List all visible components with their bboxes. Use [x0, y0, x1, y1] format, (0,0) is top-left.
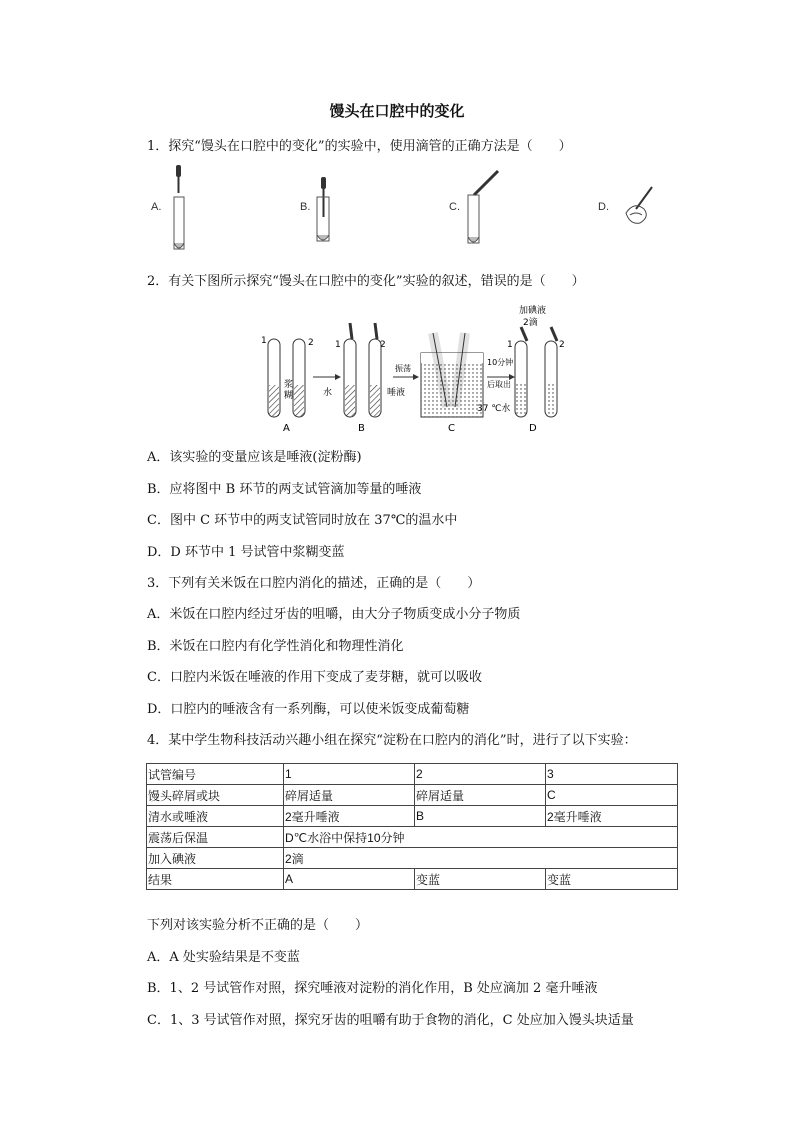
table-cell: C: [546, 785, 678, 806]
q4-stem: 4．某中学生物科技活动兴趣小组在探究“淀粉在口腔内的消化”时，进行了以下实验：: [147, 733, 637, 748]
q1-stem: 1．探究“馒头在口腔中的变化”的实验中，使用滴管的正确方法是（ ）: [147, 139, 572, 154]
table-cell: 2滴: [284, 848, 678, 869]
table-cell: 2: [415, 764, 546, 785]
table-row: [147, 764, 678, 785]
stage-b-tubes: [323, 323, 405, 417]
ten-min-label: 10分钟: [487, 358, 514, 367]
stage-b-label: B: [358, 423, 365, 433]
table-cell: 碎屑适量: [284, 785, 415, 806]
q4-option-c: C．1、3 号试管作对照，探究牙齿的咀嚼有助于食物的消化，C 处应加入馒头块适量: [147, 1013, 634, 1028]
starch-label: 浆糊: [284, 380, 294, 401]
stage-d-tube1-label: 1: [507, 340, 513, 350]
take-out-label: 后取出: [487, 380, 511, 389]
table-cell: 3: [546, 764, 678, 785]
stage-d-label: D: [529, 423, 537, 433]
water-temp-label: 37 ℃水: [477, 404, 511, 414]
q2-option-c: C．图中 C 环节中的两支试管同时放在 37℃的温水中: [147, 513, 458, 528]
q3-stem: 3．下列有关米饭在口腔内消化的描述，正确的是（ ）: [147, 576, 481, 591]
iodine-label: 加碘液: [519, 306, 547, 316]
q2-option-b: B．应将图中 B 环节的两支试管滴加等量的唾液: [147, 482, 422, 497]
q4-option-b: B．1、2 号试管作对照，探究唾液对淀粉的消化作用，B 处应滴加 2 毫升唾液: [147, 981, 598, 996]
q2-stem: 2．有关下图所示探究“馒头在口腔中的变化”实验的叙述，错误的是（ ）: [147, 274, 585, 289]
table-cell: B: [415, 806, 546, 827]
stage-b-tube2-label: 2: [380, 340, 386, 350]
table-cell: 碎屑适量: [415, 785, 546, 806]
stage-c-label: C: [448, 423, 455, 433]
stage-a-tube1-label: 1: [261, 336, 267, 346]
table-row: [147, 848, 678, 869]
dropper-tilted-image: [460, 169, 504, 255]
two-drops-label: 2滴: [523, 318, 538, 328]
table-cell: 变蓝: [415, 869, 546, 890]
shake-label: 振荡: [395, 364, 411, 373]
table-cell: 清水或唾液: [147, 806, 284, 827]
table-cell: 加入碘液: [147, 848, 284, 869]
table-row: [147, 785, 678, 806]
q2-experiment-diagram: [255, 303, 575, 433]
q2-option-a: A．该实验的变量应该是唾液(淀粉酶): [147, 450, 362, 465]
table-cell: 试管编号: [147, 764, 284, 785]
table-cell: 变蓝: [546, 869, 678, 890]
water-label: 水: [323, 388, 333, 398]
q4-experiment-table: [146, 763, 678, 890]
q4-option-a: A．A 处实验结果是不变蓝: [147, 950, 300, 965]
q1-options-figure: [148, 165, 668, 255]
q3-option-c: C．口腔内米饭在唾液的作用下变成了麦芽糖，就可以吸收: [147, 670, 482, 685]
table-cell: 2毫升唾液: [284, 806, 415, 827]
q4-question: 下列对该实验分析不正确的是（ ）: [147, 918, 369, 933]
page-title: 馒头在口腔中的变化: [329, 102, 465, 120]
stage-c-beaker: [421, 333, 483, 417]
q3-option-d: D．口腔内的唾液含有一系列酶，可以使米饭变成葡萄糖: [147, 702, 470, 717]
table-cell: 震荡后保温: [147, 827, 284, 848]
table-row: [147, 806, 678, 827]
table-row: [147, 869, 678, 890]
q3-option-a: A．米饭在口腔内经过牙齿的咀嚼，由大分子物质变成小分子物质: [147, 607, 521, 622]
table-cell: A: [284, 869, 415, 890]
stage-a-label: A: [283, 423, 290, 433]
table-cell: D℃水浴中保持10分钟: [284, 827, 678, 848]
dropper-in-hand-image: [616, 183, 666, 233]
q1-option-c-label: C.: [449, 201, 460, 213]
table-cell: 结果: [147, 869, 284, 890]
dropper-inside-tube-image: [312, 177, 342, 255]
table-row: [147, 827, 678, 848]
saliva-label: 唾液: [387, 388, 406, 398]
q3-option-b: B．米饭在口腔内有化学性消化和物理性消化: [147, 639, 404, 654]
q1-option-a-label: A.: [151, 201, 162, 213]
table-cell: 1: [284, 764, 415, 785]
stage-d-tube2-label: 2: [559, 340, 565, 350]
dropper-above-tube-image: [166, 165, 196, 255]
table-cell: 馒头碎屑或块: [147, 785, 284, 806]
q2-option-d: D．D 环节中 1 号试管中浆糊变蓝: [147, 545, 345, 560]
q1-option-d-label: D.: [598, 201, 609, 213]
stage-a-tubes: [261, 336, 314, 417]
stage-d-tubes: [507, 304, 565, 417]
table-cell: 2毫升唾液: [546, 806, 678, 827]
q1-option-b-label: B.: [300, 201, 311, 213]
stage-a-tube2-label: 2: [308, 338, 314, 348]
stage-b-tube1-label: 1: [335, 340, 341, 350]
